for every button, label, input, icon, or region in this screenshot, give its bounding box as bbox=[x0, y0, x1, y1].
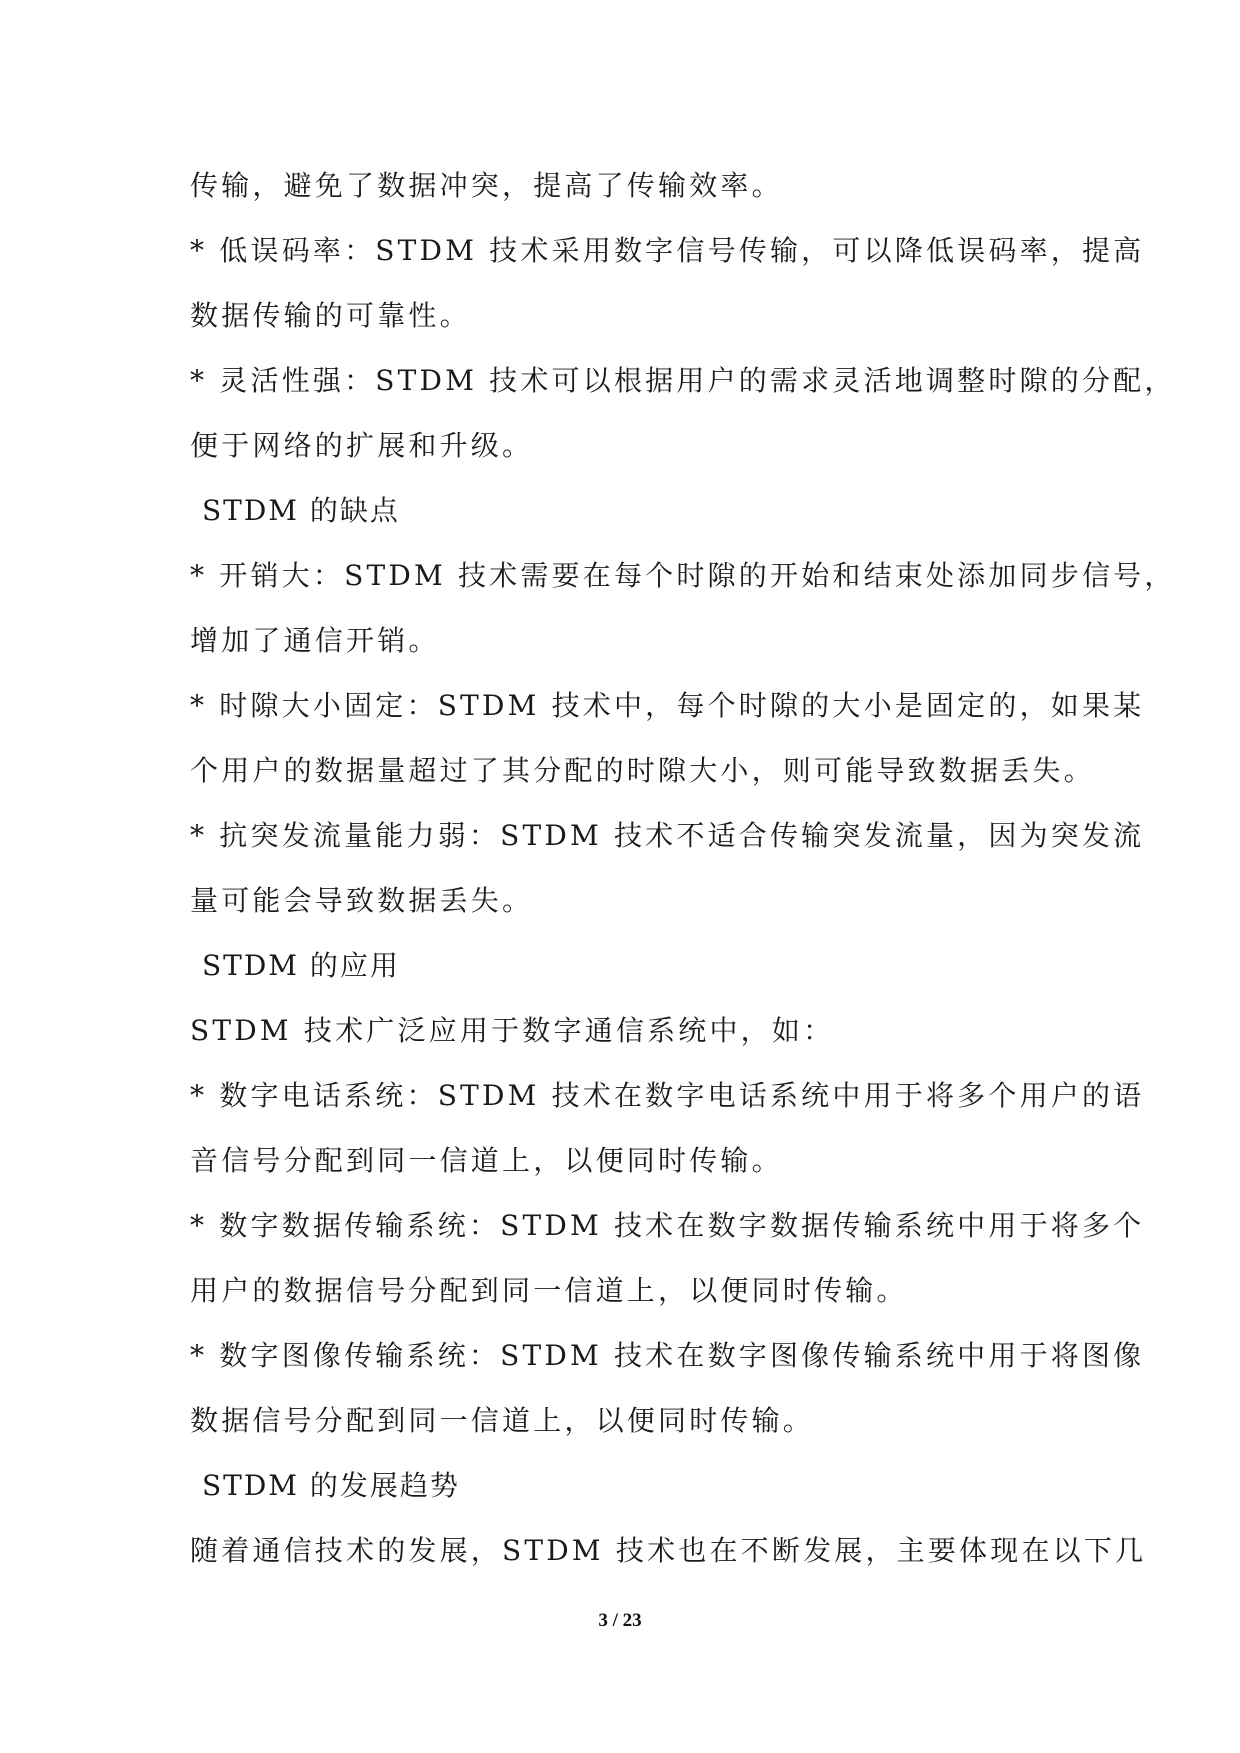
text-line: 随着通信技术的发展，STDM 技术也在不断发展，主要体现在以下几 bbox=[190, 1534, 1147, 1567]
bullet-digital-image: * 数字图像传输系统：STDM 技术在数字图像传输系统中用于将图像 bbox=[190, 1339, 1145, 1372]
text-line: 音信号分配到同一信道上，以便同时传输。 bbox=[190, 1144, 783, 1177]
text-line: 便于网络的扩展和升级。 bbox=[190, 429, 534, 462]
section-heading-applications: STDM 的应用 bbox=[202, 949, 400, 982]
text-line: 个用户的数据量超过了其分配的时隙大小，则可能导致数据丢失。 bbox=[190, 754, 1095, 787]
bullet-burst-traffic: * 抗突发流量能力弱：STDM 技术不适合传输突发流量，因为突发流 bbox=[190, 819, 1145, 852]
bullet-overhead: * 开销大：STDM 技术需要在每个时隙的开始和结束处添加同步信号， bbox=[190, 559, 1176, 592]
text-line: 数据信号分配到同一信道上，以便同时传输。 bbox=[190, 1404, 815, 1437]
text-line: 增加了通信开销。 bbox=[190, 624, 440, 657]
text-line: 用户的数据信号分配到同一信道上，以便同时传输。 bbox=[190, 1274, 908, 1307]
text-line: 量可能会导致数据丢失。 bbox=[190, 884, 534, 917]
text-line: 数据传输的可靠性。 bbox=[190, 299, 471, 332]
section-heading-disadvantages: STDM 的缺点 bbox=[202, 494, 400, 527]
page-body bbox=[190, 153, 1176, 1583]
bullet-flexibility: * 灵活性强：STDM 技术可以根据用户的需求灵活地调整时隙的分配， bbox=[190, 364, 1176, 397]
page-number: 3 / 23 bbox=[598, 1610, 642, 1631]
text-line: STDM 技术广泛应用于数字通信系统中，如： bbox=[190, 1014, 835, 1047]
bullet-digital-telephone: * 数字电话系统：STDM 技术在数字电话系统中用于将多个用户的语 bbox=[190, 1079, 1145, 1112]
bullet-digital-data: * 数字数据传输系统：STDM 技术在数字数据传输系统中用于将多个 bbox=[190, 1209, 1145, 1242]
text-line: 传输，避免了数据冲突，提高了传输效率。 bbox=[190, 169, 783, 202]
bullet-low-error-rate: * 低误码率：STDM 技术采用数字信号传输，可以降低误码率，提高 bbox=[190, 234, 1145, 267]
bullet-fixed-slot-size: * 时隙大小固定：STDM 技术中，每个时隙的大小是固定的，如果某 bbox=[190, 689, 1145, 722]
section-heading-trends: STDM 的发展趋势 bbox=[202, 1469, 460, 1502]
